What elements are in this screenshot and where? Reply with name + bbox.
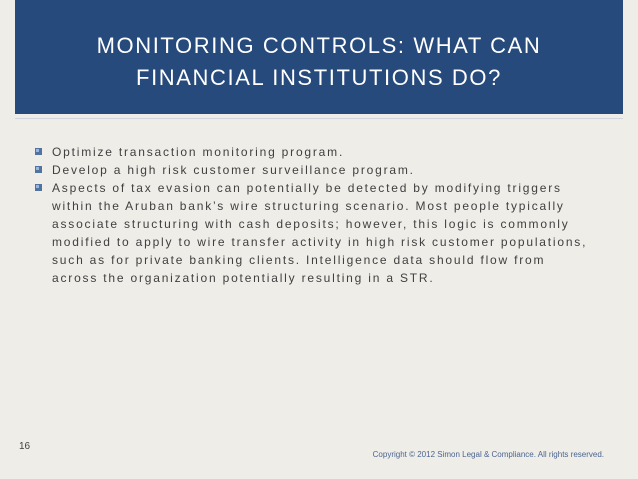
bullet-text-3: Aspects of tax evasion can potentially be detected by modifying triggers within the Aruban bank’s wire structuring scenario. Most people typically associate structuring with cash deposits; however, this logic is commonly modified to apply to wire transfer activity in high risk customer populations, such as for private banking clients. Intelligence data should flow from across the organization potentially resulting in a STR. xyxy=(52,181,588,285)
slide-title-line-1: MONITORING CONTROLS: WHAT CAN xyxy=(96,33,542,58)
square-bullet-icon xyxy=(35,184,42,191)
slide-title-line-2: FINANCIAL INSTITUTIONS DO? xyxy=(136,65,502,90)
slide-title xyxy=(15,30,623,94)
header-divider xyxy=(15,118,623,119)
bullet-text-1: Optimize transaction monitoring program. xyxy=(52,145,345,159)
bullet-item-2 xyxy=(34,161,594,179)
bullet-list xyxy=(34,143,594,287)
bullet-item-3 xyxy=(34,179,594,287)
bullet-item-1 xyxy=(34,143,594,161)
square-bullet-icon xyxy=(35,148,42,155)
copyright-footer: Copyright © 2012 Simon Legal & Compliance. All rights reserved. xyxy=(372,450,604,459)
bullet-text-2: Develop a high risk customer surveillance program. xyxy=(52,163,415,177)
slide-number: 16 xyxy=(19,441,31,452)
square-bullet-icon xyxy=(35,166,42,173)
